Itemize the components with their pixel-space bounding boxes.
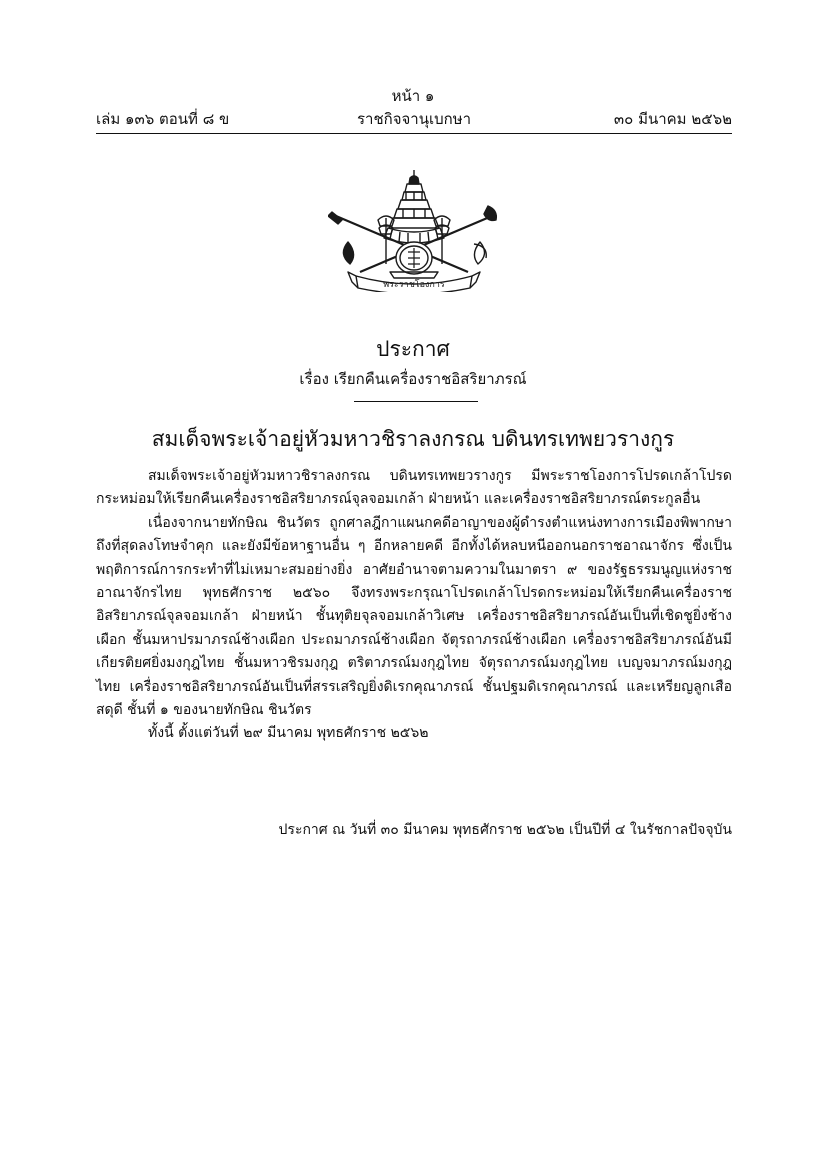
subject-divider <box>354 401 478 402</box>
page-number: หน้า ๑ <box>391 87 435 105</box>
document-subject: เรื่อง เรียกคืนเครื่องราชอิสริยาภรณ์ <box>299 370 527 388</box>
document-type-title: ประกาศ <box>376 337 450 361</box>
volume-issue: เล่ม ๑๓๖ ตอนที่ ๘ ข <box>96 110 230 128</box>
publication-date: ๓๐ มีนาคม ๒๕๖๒ <box>613 110 732 128</box>
body-paragraph-3: ทั้งนี้ ตั้งแต่วันที่ ๒๙ มีนาคม พุทธศักราช ๒๕๖๒ <box>148 725 429 742</box>
issuer-title: สมเด็จพระเจ้าอยู่หัวมหาวชิราลงกรณ บดินทรเทพยวรางกูร <box>151 427 675 451</box>
gazette-header <box>96 109 732 131</box>
header-divider <box>96 133 732 134</box>
announcement-signoff: ประกาศ ณ วันที่ ๓๐ มีนาคม พุทธศักราช ๒๕๖๒ เป็นปีที่ ๔ ในรัชกาลปัจจุบัน <box>278 822 732 838</box>
publication-name: ราชกิจจานุเบกษา <box>356 110 472 128</box>
emblem-inscription: พระราชโองการ <box>383 280 445 290</box>
announcement-body <box>96 465 732 746</box>
royal-cypher-emblem-icon <box>328 168 500 292</box>
body-paragraph-2: เนื่องจากนายทักษิณ ชินวัตร ถูกศาลฎีกาแผนกคดีอาญาของผู้ดำรงตำแหน่งทางการเมืองพิพากษาถึงที่สุดลงโทษจำคุก และยังมีข้อหาฐานอื่น ๆ อีกหลายคดี อีกทั้งได้หลบหนีออกนอกราชอาณาจักร ซึ่งเป็นพฤติการณ์การกระทำที่ไม่เหมาะสมอย่างยิ่ง อาศัยอำนาจตามความในมาตรา ๙ ของรัฐธรรมนูญแห่งราชอาณาจักรไทย พุทธศักราช ๒๕๖๐ จึงทรงพระกรุณาโปรดเกล้าโปรดกระหม่อมให้เรียกคืนเครื่องราชอิสริยาภรณ์จุลจอมเกล้า ฝ่ายหน้า ชั้นทุติยจุลจอมเกล้าวิเศษ เครื่องราชอิสริยาภรณ์อันเป็นที่เชิดชูยิ่งช้างเผือก ชั้นมหาปรมาภรณ์ช้างเผือก ประถมาภรณ์ช้างเผือก จัตุรถาภรณ์ช้างเผือก เครื่องราชอิสริยาภรณ์อันมีเกียรติยศยิ่งมงกุฎไทย ชั้นมหาวชิรมงกุฎ ตริตาภรณ์มงกุฎไทย จัตุรถาภรณ์มงกุฎไทย เบญจมาภรณ์มงกุฎไทย เครื่องราชอิสริยาภรณ์อันเป็นที่สรรเสริญยิ่งดิเรกคุณาภรณ์ ชั้นปฐมดิเรกคุณาภรณ์ และเหรียญลูกเสือสดุดี ชั้นที่ ๑ ของนายทักษิณ ชินวัตร <box>96 514 732 719</box>
body-paragraph-1: สมเด็จพระเจ้าอยู่หัวมหาวชิราลงกรณ บดินทรเทพยวรางกูร มีพระราชโองการโปรดเกล้าโปรดกระหม่อมให้เรียกคืนเครื่องราชอิสริยาภรณ์จุลจอมเกล้า ฝ่ายหน้า และเครื่องราชอิสริยาภรณ์ตระกูลอื่น <box>96 468 732 508</box>
